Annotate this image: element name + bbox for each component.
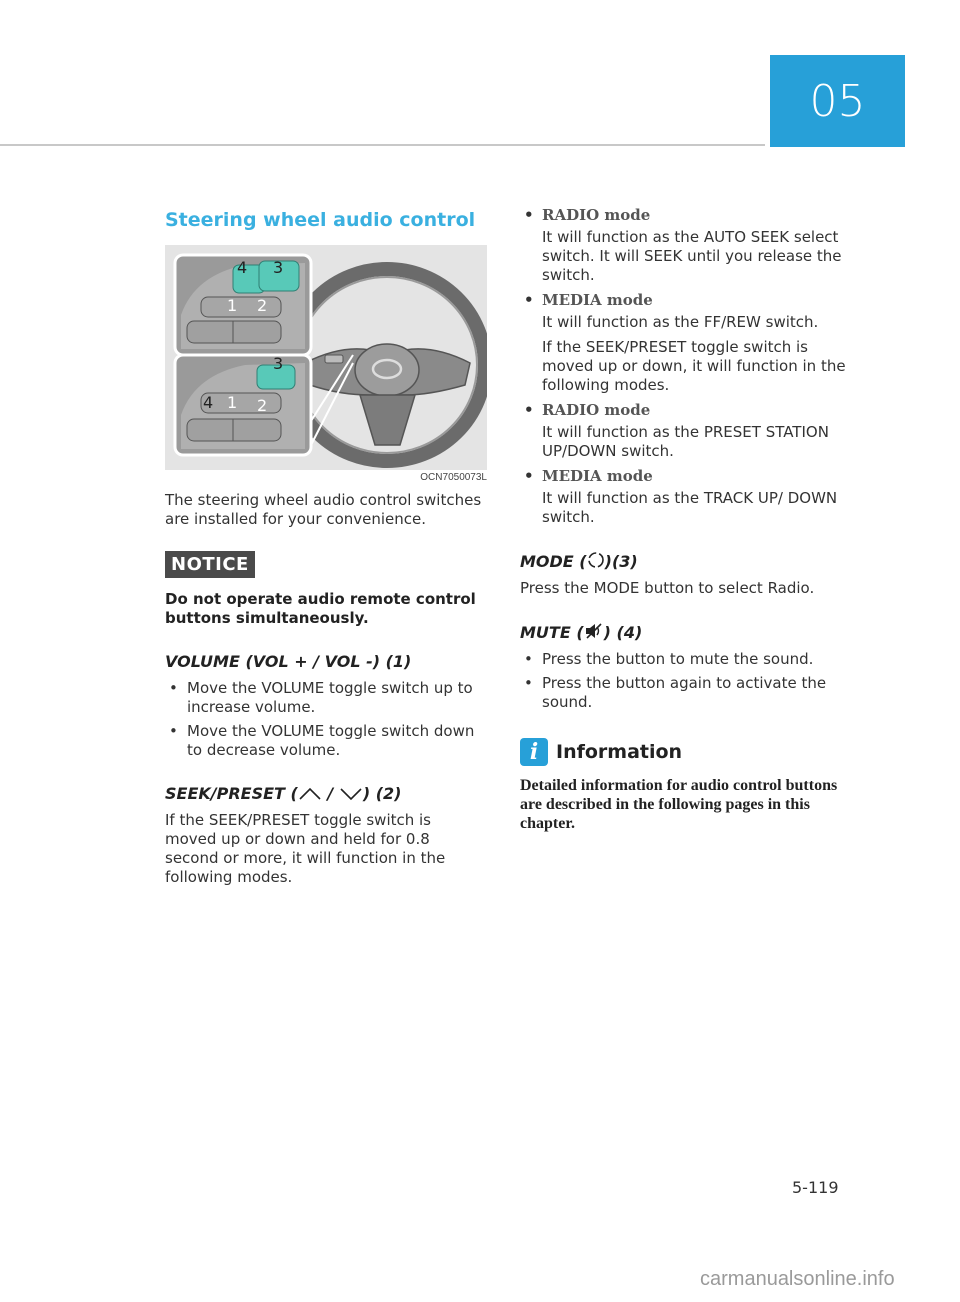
callout-2-bottom: 2: [257, 396, 268, 415]
bullet-text: Press the button to mute the sound.: [542, 650, 814, 668]
seek-heading-part: SEEK/PRESET (: [165, 784, 298, 803]
chevron-down-icon: [339, 787, 363, 801]
mode-head: • MEDIA mode: [524, 291, 653, 309]
seek-paragraph: If the SEEK/PRESET toggle switch is moved up or down and held for 0.8 second or more, it will function in the following modes.: [165, 811, 446, 886]
mode-item: [520, 400, 850, 461]
mute-icon: [584, 622, 604, 640]
callout-2-top: 2: [257, 296, 268, 315]
mode-heading: [520, 551, 850, 571]
mode-line: It will function as the AUTO SEEK select switch. It will SEEK until you release the switch.: [542, 228, 842, 284]
info-icon: i: [520, 738, 548, 766]
mode-head: • RADIO mode: [524, 401, 651, 419]
callout-1-top: 1: [227, 296, 238, 315]
volume-list: [165, 679, 487, 760]
mode-item: [520, 466, 850, 527]
watermark: carmanualsonline.info: [700, 1268, 895, 1290]
mute-heading: [520, 622, 850, 642]
list-item: • Move the VOLUME toggle switch down to decrease volume.: [169, 722, 475, 759]
right-column: [520, 205, 850, 833]
seek-heading-part: ) (2): [362, 784, 402, 803]
callout-1-bottom: 1: [227, 393, 238, 412]
callout-4-top: 4: [237, 258, 248, 277]
list-item: • Press the button again to activate the sound.: [524, 674, 827, 711]
left-column: [165, 205, 487, 887]
mode-head: • MEDIA mode: [524, 467, 653, 485]
mute-heading-part: MUTE (: [520, 623, 584, 642]
intro-paragraph: The steering wheel audio control switches are installed for your convenience.: [165, 491, 482, 528]
information-header: [520, 738, 850, 766]
chapter-tab: [770, 55, 905, 147]
mute-heading-part: ) (4): [603, 623, 643, 642]
bullet-text: Press the button again to activate the sound.: [542, 674, 827, 711]
inset-bottom: [175, 355, 311, 455]
notice-text: Do not operate audio remote control buttons simultaneously.: [165, 590, 476, 627]
callout-3-bottom: 3: [273, 354, 284, 373]
bullet-text: Move the VOLUME toggle switch up to increase volume.: [187, 679, 473, 716]
mode-line: If the SEEK/PRESET toggle switch is moved up or down, it will function in the following modes.: [542, 338, 846, 394]
chapter-number: 05: [809, 75, 866, 127]
callout-4-bottom: 4: [203, 393, 214, 412]
seek-heading-part: /: [321, 784, 339, 803]
steering-wheel-illustration: [165, 245, 487, 470]
volume-heading: VOLUME (VOL + / VOL -) (1): [165, 652, 412, 671]
information-text: Detailed information for audio control buttons are described in the following pages in this chapter.: [520, 777, 838, 832]
mode-heading-part: MODE (: [520, 552, 587, 571]
list-item: • Move the VOLUME toggle switch up to increase volume.: [169, 679, 473, 716]
notice-badge: NOTICE: [165, 551, 255, 578]
mode-line: It will function as the TRACK UP/ DOWN switch.: [542, 489, 838, 526]
mode-line: It will function as the FF/REW switch.: [542, 313, 819, 331]
mode-head: • RADIO mode: [524, 206, 651, 224]
mode-icon: [587, 551, 605, 569]
section-title: Steering wheel audio control: [165, 209, 476, 231]
mode-item: [520, 205, 850, 285]
list-item: • Press the button to mute the sound.: [524, 650, 814, 668]
mute-list: [520, 650, 850, 712]
mode-item: [520, 290, 850, 395]
chevron-up-icon: [298, 787, 322, 801]
mode-line: It will function as the PRESET STATION UP/DOWN switch.: [542, 423, 829, 460]
steering-wheel-figure: [165, 245, 487, 470]
callout-3-top: 3: [273, 258, 284, 277]
page-number: 5-119: [792, 1178, 839, 1197]
mode-heading-part: )(3): [604, 552, 638, 571]
bullet-text: Move the VOLUME toggle switch down to decrease volume.: [187, 722, 475, 759]
header-rule: [0, 144, 765, 146]
figure-code: OCN7050073L: [420, 472, 487, 483]
mode-paragraph: Press the MODE button to select Radio.: [520, 579, 815, 597]
information-title: Information: [556, 741, 683, 763]
seek-heading: [165, 784, 487, 803]
